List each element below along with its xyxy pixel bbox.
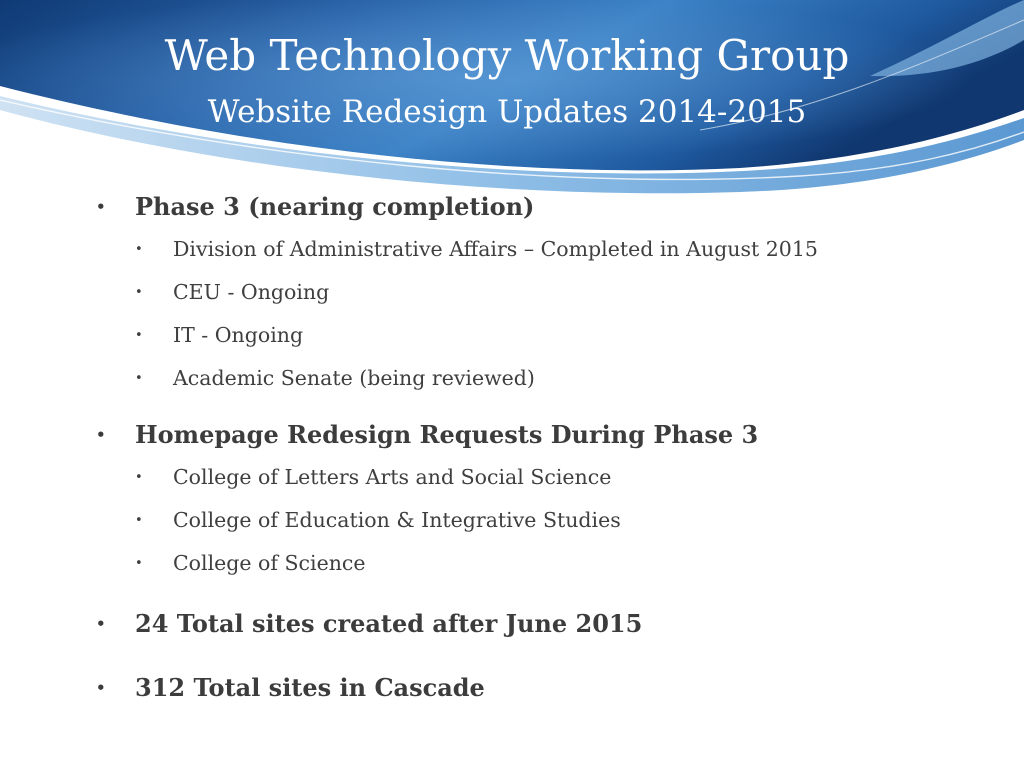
bullet-dot-icon: • (135, 328, 143, 343)
bullet-dot-icon: • (96, 679, 106, 697)
bullet-dot-icon: • (135, 242, 143, 257)
list-item (96, 542, 996, 585)
section-heading-text: 24 Total sites created after June 2015 (135, 609, 643, 638)
list-item (96, 456, 996, 499)
bullet-dot-icon: • (96, 426, 106, 444)
bullet-dot-icon: • (96, 198, 106, 216)
section-sites-total (96, 671, 996, 705)
section-sites-created (96, 607, 996, 641)
section-homepage-redesign (96, 418, 996, 585)
section-heading (96, 190, 996, 224)
sub-list (96, 228, 996, 400)
slide-subtitle: Website Redesign Updates 2014-2015 (207, 94, 807, 130)
section-heading (96, 607, 996, 641)
bullet-dot-icon: • (135, 513, 143, 528)
list-item (96, 357, 996, 400)
section-heading-text: Phase 3 (nearing completion) (135, 192, 535, 221)
list-item-text: Academic Senate (being reviewed) (173, 366, 535, 390)
section-heading (96, 671, 996, 705)
section-phase-3 (96, 190, 996, 400)
bullet-list (96, 190, 996, 705)
list-item-text: CEU - Ongoing (173, 280, 330, 304)
list-item (96, 314, 996, 357)
bullet-dot-icon: • (135, 371, 143, 386)
section-heading-text: Homepage Redesign Requests During Phase 3 (135, 420, 759, 449)
sub-list (96, 456, 996, 585)
slide-title: Web Technology Working Group (164, 31, 850, 80)
list-item (96, 228, 996, 271)
list-item-text: College of Letters Arts and Social Science (173, 465, 612, 489)
list-item (96, 499, 996, 542)
list-item-text: College of Science (173, 551, 366, 575)
list-item-text: Division of Administrative Affairs – Completed in August 2015 (173, 237, 818, 261)
bullet-dot-icon: • (135, 556, 143, 571)
list-item (96, 271, 996, 314)
section-heading-text: 312 Total sites in Cascade (135, 673, 485, 702)
section-heading (96, 418, 996, 452)
bullet-dot-icon: • (135, 470, 143, 485)
bullet-dot-icon: • (135, 285, 143, 300)
list-item-text: College of Education & Integrative Studies (173, 508, 621, 532)
bullet-dot-icon: • (96, 615, 106, 633)
list-item-text: IT - Ongoing (173, 323, 304, 347)
